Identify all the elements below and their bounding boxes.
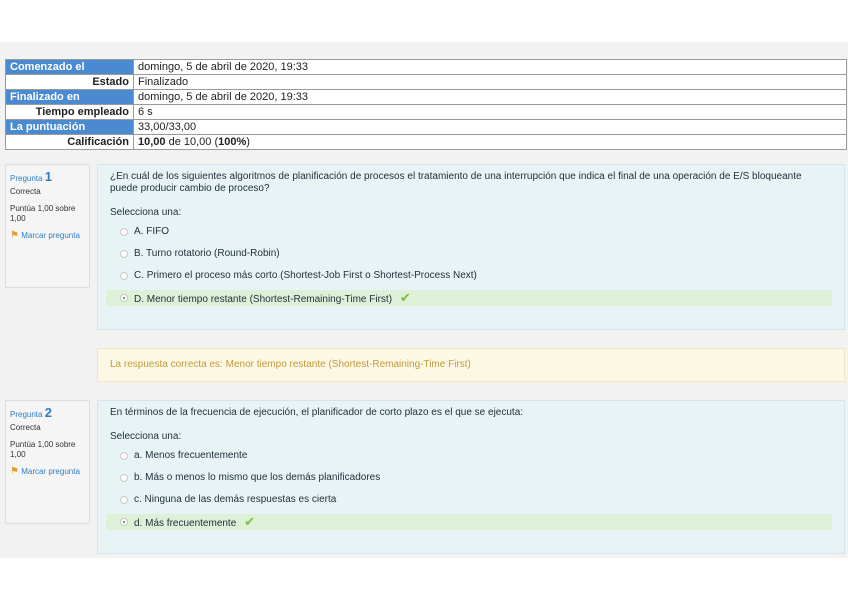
attempt-summary-table (5, 59, 847, 150)
summary-label: Finalizado en (6, 90, 134, 105)
option-label: B. Turno rotatorio (Round-Robin) (134, 248, 280, 259)
answer-option-selected[interactable] (106, 514, 832, 530)
summary-row-time (6, 105, 847, 120)
option-label: c. Ninguna de las demás respuestas es cierta (134, 494, 337, 505)
summary-value: domingo, 5 de abril de 2020, 19:33 (134, 90, 847, 105)
summary-row-started (6, 60, 847, 75)
question-number-value: 1 (44, 169, 52, 184)
answer-option[interactable] (110, 246, 832, 262)
option-label: A. FIFO (134, 226, 169, 237)
summary-row-state (6, 75, 847, 90)
flag-icon: ⚑ (10, 230, 19, 241)
answer-prompt: Selecciona una: (110, 207, 182, 218)
option-label: a. Menos frecuentemente (134, 450, 248, 461)
radio-button[interactable] (120, 272, 128, 280)
answer-prompt: Selecciona una: (110, 431, 182, 442)
answer-option-selected[interactable] (106, 290, 832, 306)
option-label: d. Más frecuentemente (134, 518, 237, 529)
summary-label: La puntuación (6, 120, 134, 135)
grade-close: ) (246, 136, 250, 148)
flag-question-link[interactable] (10, 231, 85, 241)
option-label: b. Más o menos lo mismo que los demás planificadores (134, 472, 381, 483)
question-2-info (5, 400, 90, 524)
summary-row-finished (6, 90, 847, 105)
flag-label: Marcar pregunta (21, 231, 80, 240)
summary-label: Tiempo empleado (6, 105, 134, 120)
question-2-content (97, 400, 845, 554)
question-1-info (5, 164, 90, 288)
answer-option[interactable] (110, 470, 832, 486)
summary-label: Calificación (6, 135, 134, 150)
radio-button[interactable] (120, 496, 128, 504)
check-icon: ✔ (399, 290, 411, 305)
correct-answer-feedback: La respuesta correcta es: Menor tiempo restante (Shortest-Remaining-Time First) (97, 348, 845, 382)
question-text: En términos de la frecuencia de ejecución, el planificador de corto plazo es el que se ejecuta: (110, 407, 524, 418)
question-grade: Puntúa 1,00 sobre 1,00 (10, 204, 76, 223)
flag-label: Marcar pregunta (21, 467, 80, 476)
radio-button[interactable] (120, 228, 128, 236)
grade-value: 10,00 (138, 136, 166, 148)
radio-button-checked[interactable] (120, 294, 128, 302)
question-state: Correcta (10, 187, 41, 196)
summary-value (134, 135, 847, 150)
check-icon: ✔ (244, 514, 255, 529)
summary-label: Comenzado el (6, 60, 134, 75)
summary-value: 6 s (134, 105, 847, 120)
question-number (10, 405, 85, 420)
grade-of: de 10,00 ( (165, 136, 219, 148)
radio-button[interactable] (120, 250, 128, 258)
option-label: D. Menor tiempo restante (Shortest-Remaining-Time First) (134, 294, 393, 305)
summary-value: 33,00/33,00 (134, 120, 847, 135)
question-label: Pregunta (10, 410, 43, 419)
question-grade: Puntúa 1,00 sobre 1,00 (10, 440, 76, 459)
radio-button[interactable] (120, 452, 128, 460)
answer-option[interactable] (110, 224, 832, 240)
summary-row-score (6, 120, 847, 135)
question-state: Correcta (10, 423, 41, 432)
question-number-value: 2 (44, 405, 52, 420)
radio-button[interactable] (120, 474, 128, 482)
answer-option[interactable] (110, 492, 832, 508)
summary-label: Estado (6, 75, 134, 90)
question-text: ¿En cuál de los siguientes algoritmos de planificación de procesos el tratamiento de una interrupción que indica el final de una operación de E/S bloqueante puede producir cambio de proceso? (110, 171, 802, 194)
radio-button-checked[interactable] (120, 518, 128, 526)
grade-percent: 100% (218, 136, 247, 148)
summary-value: domingo, 5 de abril de 2020, 19:33 (134, 60, 847, 75)
flag-question-link[interactable] (10, 467, 85, 477)
answer-option[interactable] (110, 448, 832, 464)
question-label: Pregunta (10, 174, 43, 183)
question-number (10, 169, 85, 184)
summary-row-grade (6, 135, 847, 150)
option-label: C. Primero el proceso más corto (Shortest-Job First o Shortest-Process Next) (134, 270, 477, 281)
question-1-content (97, 164, 845, 330)
summary-value: Finalizado (134, 75, 847, 90)
answer-option[interactable] (110, 268, 832, 284)
flag-icon: ⚑ (10, 466, 19, 477)
